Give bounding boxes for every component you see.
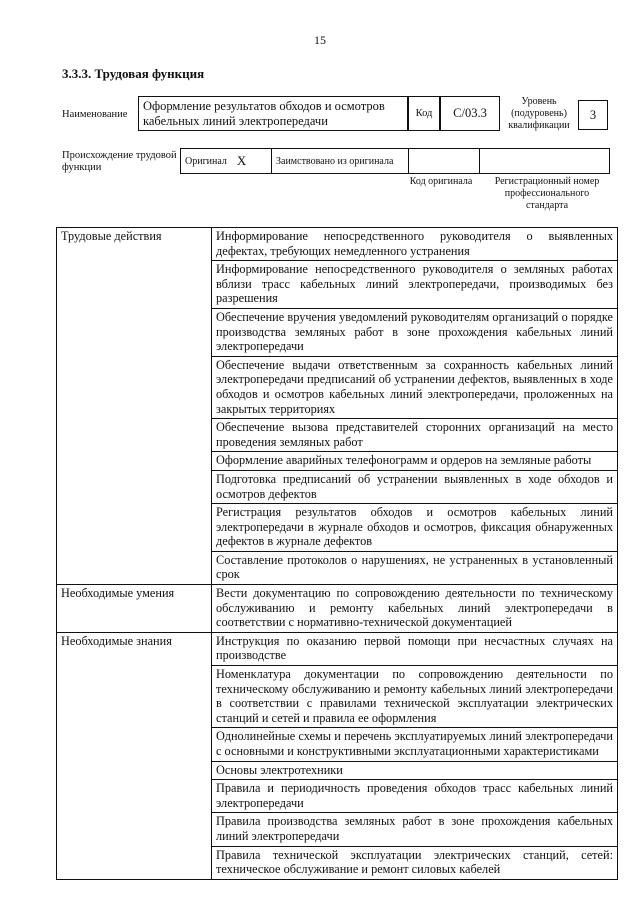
item-cell: Подготовка предписаний об устранении выявленных в ходе обходов и осмотров дефектов [212,470,618,503]
original-mark: X [236,153,247,168]
section-title: 3.3.3. Трудовая функция [62,66,205,81]
original-cell [180,148,272,174]
item-cell: Информирование непосредственного руководителя о земляных работах вблизи трасс кабельных линий электропередачи, производимых без разрешения [212,261,618,309]
table-row [57,632,618,665]
item-cell: Информирование непосредственного руководителя о выявленных дефектах, требующих немедленного устранения [212,228,618,261]
item-cell: Оформление аварийных телефонограмм и ордеров на земляные работы [212,452,618,471]
borrowed-label: Заимствовано из оригинала [276,155,394,167]
reg-number-cell [479,148,610,174]
item-cell: Однолинейные схемы и перечень эксплуатируемых линий электропередачи с основными и конструктивными эксплуатационными характеристиками [212,728,618,761]
item-cell: Составление протоколов о нарушениях, не устраненных в установленный срок [212,551,618,584]
item-cell: Номенклатура документации по сопровождению деятельности по техническому обслуживанию и ремонту кабельных линий электропередачи в соответствии с правилами технической эксплуатации электрических станций и сетей и правила ее оформления [212,666,618,728]
item-cell: Обеспечение выдачи ответственным за сохранность кабельных линий электропередачи предписаний об устранении дефектов, выявленных в ходе обходов и осмотров кабельных линий электропередачи, проложенных на закрытых территориях [212,356,618,418]
origin-label: Происхождение трудовой функции [62,150,177,173]
level-label: Уровень (подуровень) квалификации [508,96,570,131]
origin-code-cell [408,148,480,174]
borrowed-cell [271,148,409,174]
item-cell: Основы электротехники [212,761,618,780]
category-cell: Трудовые действия [57,228,212,585]
name-label: Наименование [62,109,128,120]
item-cell: Регистрация результатов обходов и осмотров кабельных линий электропередачи в журнале обходов и осмотров, фиксация обнаруженных дефектов в журнале дефектов [212,504,618,552]
function-details-table [56,227,618,880]
function-name: Оформление результатов обходов и осмотров кабельных линий электропередачи [138,96,408,131]
code-value: С/03.3 [440,96,500,131]
category-cell: Необходимые знания [57,632,212,879]
original-label: Оригинал [185,155,227,167]
item-cell: Правила и периодичность проведения обходов трасс кабельных линий электропередачи [212,780,618,813]
item-cell: Вести документацию по сопровождению деятельности по техническому обслуживанию и ремонту кабельных линий электропередачи в соответствии с нормативно-технической документацией [212,585,618,633]
code-label: Код [408,96,440,131]
reg-number-caption: Регистрационный номер профессионального стандарта [494,176,600,211]
item-cell: Обеспечение вручения уведомлений руководителям организаций о порядке производства земляных работ в зоне прохождения кабельных линий электропередачи [212,308,618,356]
table-row [57,228,618,261]
item-cell: Правила производства земляных работ в зоне прохождения кабельных линий электропередачи [212,813,618,846]
item-cell: Правила технической эксплуатации электрических станций, сетей: техническое обслуживание и ремонт силовых кабелей [212,846,618,879]
level-value: 3 [578,100,608,130]
origin-row [180,148,610,174]
origin-code-caption: Код оригинала [409,176,473,187]
category-cell: Необходимые умения [57,585,212,633]
page-number: 15 [314,33,326,47]
item-cell: Инструкция по оказанию первой помощи при несчастных случаях на производстве [212,632,618,665]
table-row [57,585,618,633]
item-cell: Обеспечение вызова представителей сторонних организаций на место проведения земляных работ [212,419,618,452]
